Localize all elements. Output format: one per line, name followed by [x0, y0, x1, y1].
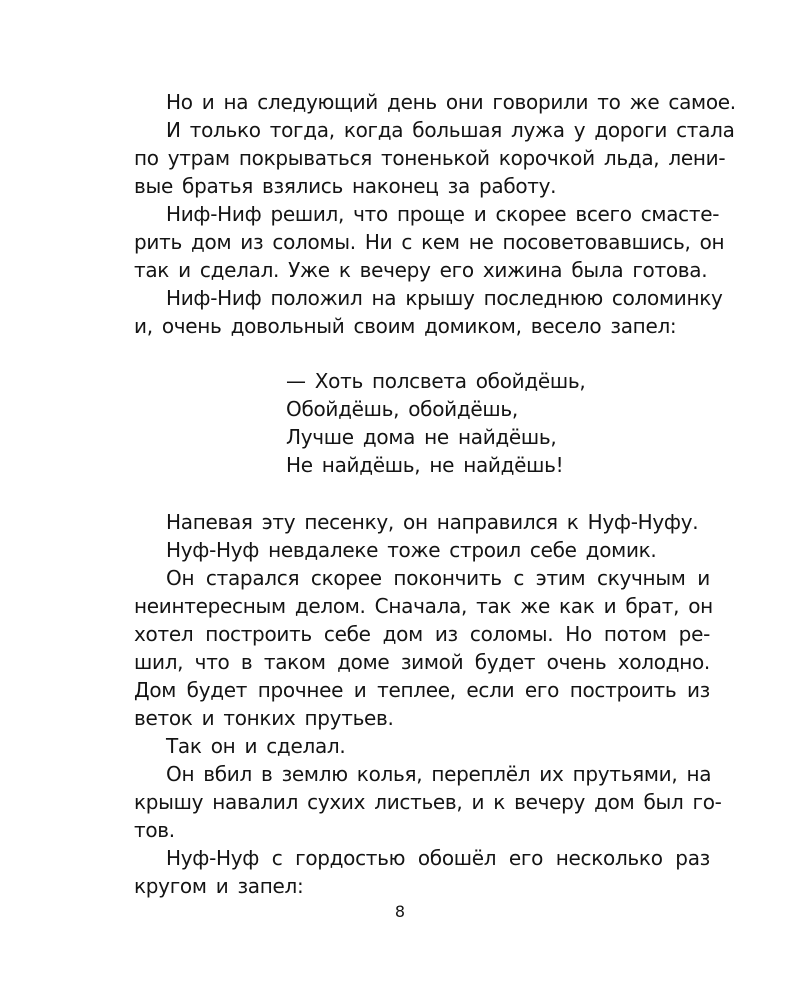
text-line: рить дом из соломы. Ни с кем не посоветовавшись, он: [134, 230, 725, 254]
text-line: Но и на следующий день они говорили то же самое.: [166, 90, 736, 114]
text-line: И только тогда, когда большая лужа у дороги стала: [166, 118, 735, 142]
text-line: хотел построить себе дом из соломы. Но потом ре-: [134, 622, 710, 646]
text-line: Ниф-Ниф решил, что проще и скорее всего смасте-: [166, 202, 720, 226]
page-number: 8: [394, 902, 406, 921]
text-line: веток и тонких прутьев.: [134, 706, 394, 730]
text-line: крышу навалил сухих листьев, и к вечеру дом был го-: [134, 790, 722, 814]
text-line: шил, что в таком доме зимой будет очень холодно.: [134, 650, 710, 674]
text-line: и, очень довольный своим домиком, весело запел:: [134, 314, 677, 338]
text-line: Напевая эту песенку, он направился к Нуф-Нуфу.: [166, 510, 699, 534]
text-line: Нуф-Нуф невдалеке тоже строил себе домик.: [166, 538, 657, 562]
text-line: Дом будет прочнее и теплее, если его построить из: [134, 678, 710, 702]
text-line: неинтересным делом. Сначала, так же как и брат, он: [134, 594, 713, 618]
verse-line: Не найдёшь, не найдёшь!: [286, 453, 564, 477]
verse-line: — Хоть полсвета обойдёшь,: [286, 369, 586, 393]
text-line: Он вбил в землю колья, переплёл их прутьями, на: [166, 762, 712, 786]
text-line: по утрам покрываться тоненькой корочкой льда, лени-: [134, 146, 726, 170]
text-line: Ниф-Ниф положил на крышу последнюю соломинку: [166, 286, 723, 310]
text-line: тов.: [134, 818, 175, 842]
text-line: вые братья взялись наконец за работу.: [134, 174, 557, 198]
text-line: Нуф-Нуф с гордостью обошёл его несколько раз: [166, 846, 710, 870]
text-line: так и сделал. Уже к вечеру его хижина была готова.: [134, 258, 708, 282]
verse-line: Лучше дома не найдёшь,: [286, 425, 557, 449]
text-line: Так он и сделал.: [166, 734, 346, 758]
text-line: кругом и запел:: [134, 874, 304, 898]
text-line: Он старался скорее покончить с этим скучным и: [166, 566, 710, 590]
verse-line: Обойдёшь, обойдёшь,: [286, 397, 518, 421]
